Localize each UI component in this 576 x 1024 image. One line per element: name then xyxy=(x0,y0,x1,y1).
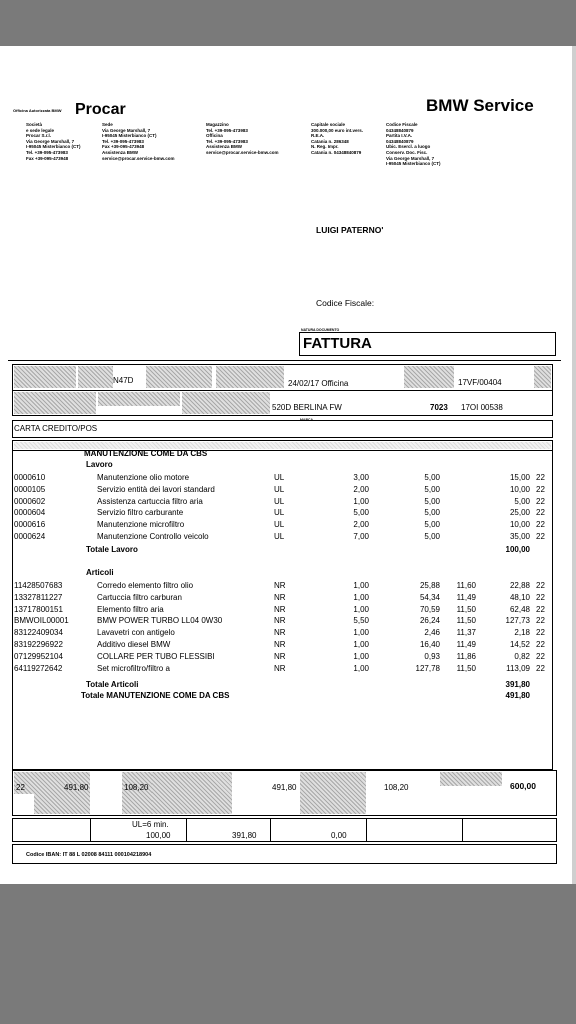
header-col5-line: Conserv. Doc. Fisc. xyxy=(386,149,428,155)
rule xyxy=(186,818,187,842)
cell-qty: 1,00 xyxy=(353,604,369,614)
header-col5-line: 04348840879 xyxy=(386,138,414,144)
cell-code: 64119272642 xyxy=(14,663,63,673)
header-col1-line: Società xyxy=(26,122,43,127)
header-col3-line: service@procar.service-bmw.com xyxy=(206,149,279,155)
breakdown-box xyxy=(12,818,557,842)
cell-amount: 15,00 xyxy=(509,473,530,482)
cell-iva: 22 xyxy=(536,604,545,614)
payment-small-label: MARCA xyxy=(300,418,314,422)
cell-desc: Cartuccia filtro carburan xyxy=(97,592,182,602)
cell-um: NR xyxy=(274,604,286,614)
warehouse-info xyxy=(206,122,279,156)
cell-um: UL xyxy=(274,532,285,541)
capital-info xyxy=(311,122,363,156)
cell-price: 5,00 xyxy=(424,496,440,506)
cell-um: NR xyxy=(274,640,286,649)
column-headers-illegible xyxy=(14,442,551,449)
cell-code: 13327811227 xyxy=(14,592,63,602)
cell-code: 13717800151 xyxy=(14,604,63,614)
date-department: 24/02/17 Officina xyxy=(288,379,349,388)
redacted-field xyxy=(440,772,502,786)
vat-code: 22 xyxy=(16,783,25,792)
table-row xyxy=(14,651,554,662)
table-row xyxy=(14,592,554,603)
redacted-field xyxy=(216,366,284,388)
document-total: 600,00 xyxy=(510,781,536,791)
doc-type-label: NATURA DOCUMENTO xyxy=(301,328,340,332)
company-info xyxy=(26,122,81,161)
cell-desc: Lavavetri con antigelo xyxy=(97,628,175,638)
parts-value: 391,80 xyxy=(232,831,257,840)
cell-qty: 1,00 xyxy=(353,651,369,661)
cell-qty: 1,00 xyxy=(353,663,369,673)
cell-desc: Corredo elemento filtro olio xyxy=(97,581,194,590)
table-row xyxy=(14,484,554,495)
cell-qty: 1,00 xyxy=(353,496,369,506)
document-type: FATTURA xyxy=(303,335,372,352)
grand-total-value: 491,80 xyxy=(505,691,530,700)
rule xyxy=(270,818,271,842)
cell-price: 16,40 xyxy=(419,640,440,649)
cell-desc: Servizio filtro carburante xyxy=(97,508,184,518)
cell-qty: 5,50 xyxy=(353,616,369,626)
labor-total-value: 100,00 xyxy=(505,545,530,554)
cell-iva: 22 xyxy=(536,508,545,518)
cell-qty: 1,00 xyxy=(353,640,369,649)
redacted-field xyxy=(34,772,90,814)
header-col2-line: I-95045 Misterbianco (CT) xyxy=(102,133,157,139)
cell-um: NR xyxy=(274,651,286,661)
header-col5-line: Partita I.V.A. xyxy=(386,133,413,139)
cell-code: BMWOIL00001 xyxy=(14,616,69,626)
cell-desc: Set microfiltro/filtro a xyxy=(97,663,170,673)
header-col2-line: Fax +39-095-473948 xyxy=(102,144,145,150)
redacted-field xyxy=(78,366,113,388)
cell-iva: 22 xyxy=(536,640,545,649)
cell-disc: 11,50 xyxy=(456,604,476,614)
cell-disc: 11,86 xyxy=(456,651,476,661)
header-col5-line: Codice Fiscale xyxy=(386,122,418,127)
invoice-number: 17VF/00404 xyxy=(458,378,502,387)
parts-total-row xyxy=(14,679,554,690)
cell-um: NR xyxy=(274,628,286,638)
cell-iva: 22 xyxy=(536,532,545,541)
cell-disc: 11,49 xyxy=(456,592,476,602)
cell-amount: 10,00 xyxy=(509,484,530,494)
cell-iva: 22 xyxy=(536,581,545,590)
cell-amount: 127,73 xyxy=(505,616,530,626)
section-title: MANUTENZIONE COME DA CBS xyxy=(84,449,208,458)
cell-um: NR xyxy=(274,616,286,626)
table-row xyxy=(14,496,554,507)
redacted-field xyxy=(182,392,270,414)
cell-qty: 3,00 xyxy=(353,473,369,482)
cell-um: NR xyxy=(274,592,286,602)
cell-amount: 0,82 xyxy=(514,651,530,661)
vehicle-code: N47D xyxy=(113,376,134,385)
header-col3-line: Magazzino xyxy=(206,122,229,127)
total-vat: 108,20 xyxy=(384,783,409,792)
labor-title: Lavoro xyxy=(86,460,113,469)
redacted-field xyxy=(152,772,232,814)
company-logo: Procar xyxy=(75,101,126,118)
cell-iva: 22 xyxy=(536,651,545,661)
table-row xyxy=(14,604,554,615)
cell-desc: COLLARE PER TUBO FLESSIBI xyxy=(97,651,215,661)
grand-total-label: Totale MANUTENZIONE COME DA CBS xyxy=(81,691,230,700)
cell-price: 0,93 xyxy=(424,651,440,661)
labor-value: 100,00 xyxy=(146,831,171,840)
cell-qty: 1,00 xyxy=(353,592,369,602)
cell-qty: 5,00 xyxy=(353,508,369,518)
cell-amount: 113,09 xyxy=(506,663,530,673)
parts-title: Articoli xyxy=(86,568,114,577)
table-row xyxy=(14,472,554,483)
cell-price: 127,78 xyxy=(415,663,440,673)
site-info xyxy=(102,122,175,161)
redacted-field xyxy=(300,772,366,814)
cell-amount: 22,88 xyxy=(509,581,530,590)
header-col4-line: Catania n. 286348 xyxy=(311,138,349,144)
redacted-field xyxy=(534,366,551,388)
header-col2-line: service@procar.service-bmw.com xyxy=(102,155,175,161)
cell-disc: 11,50 xyxy=(456,663,476,673)
header-col3-line: Tel. +39-095-473983 xyxy=(206,127,248,133)
labor-total-row xyxy=(14,544,554,555)
cell-code: 0000105 xyxy=(14,484,46,494)
table-row xyxy=(14,627,554,638)
cell-price: 5,00 xyxy=(424,473,440,482)
vat-amount: 108,20 xyxy=(124,783,149,792)
redacted-field xyxy=(122,772,152,814)
table-row xyxy=(14,615,554,626)
header-col2-line: Tel. +39-095-473983 xyxy=(102,138,144,144)
cell-um: NR xyxy=(274,581,286,590)
cell-um: UL xyxy=(274,484,285,494)
cell-price: 70,59 xyxy=(419,604,440,614)
table-row xyxy=(14,663,554,674)
rule xyxy=(8,360,561,361)
authorized-workshop-label: Officina Autorizzata BMW xyxy=(13,108,62,113)
payment-method: CARTA CREDITO/POS xyxy=(14,424,98,433)
cell-desc: Assistenza cartuccia filtro aria xyxy=(97,496,203,506)
rule xyxy=(366,818,367,842)
header-col2-line: Sede xyxy=(102,122,113,127)
redacted-field xyxy=(14,366,76,388)
cell-code: 11428507683 xyxy=(14,581,63,590)
cell-iva: 22 xyxy=(536,520,545,530)
cell-desc: BMW POWER TURBO LL04 0W30 xyxy=(97,616,223,626)
cell-desc: Manutenzione olio motore xyxy=(97,473,190,482)
cell-amount: 62,48 xyxy=(509,604,530,614)
header-col3-line: Assistenza BMW xyxy=(206,144,243,150)
table-row xyxy=(14,507,554,518)
cell-iva: 22 xyxy=(536,473,545,482)
cell-amount: 48,10 xyxy=(509,592,530,602)
table-row xyxy=(14,519,554,530)
cell-code: 0000616 xyxy=(14,520,46,530)
cell-desc: Additivo diesel BMW xyxy=(97,640,171,649)
header-col4-line: Capitale sociale xyxy=(311,122,346,127)
rule xyxy=(90,818,91,842)
cell-amount: 35,00 xyxy=(509,532,530,541)
cell-iva: 22 xyxy=(536,628,545,638)
fiscal-info xyxy=(386,122,441,167)
cell-disc: 11,50 xyxy=(456,616,476,626)
customer-name: LUIGI PATERNO' xyxy=(316,225,384,235)
iban: Codice IBAN: IT 88 L 02008 84111 000104218904 xyxy=(26,852,152,858)
cell-amount: 25,00 xyxy=(509,508,530,518)
cell-desc: Servizio entità dei lavori standard xyxy=(97,484,215,494)
cell-um: UL xyxy=(274,496,285,506)
rule xyxy=(462,818,463,842)
grand-total-row xyxy=(14,690,554,701)
cell-qty: 2,00 xyxy=(353,484,369,494)
header-col5-line: 04348840879 xyxy=(386,127,414,133)
header-col5-line: Ubic. Esercl. a luogo xyxy=(386,144,431,150)
header-col2-line: Via George Marshall, 7 xyxy=(102,127,151,133)
header-col1-line: e sede legale xyxy=(26,127,55,133)
header-col2-line: Assistenza BMW xyxy=(102,149,139,155)
header-col1-line: Tel. +39-095-473983 xyxy=(26,149,68,155)
cell-um: NR xyxy=(274,663,286,673)
order-number: 17OI 00538 xyxy=(461,403,503,412)
cell-iva: 22 xyxy=(536,616,545,626)
page-edge xyxy=(572,46,576,884)
cell-code: 0000604 xyxy=(14,508,46,518)
table-row xyxy=(14,531,554,542)
cell-desc: Elemento filtro aria xyxy=(97,604,164,614)
cell-price: 5,00 xyxy=(424,484,440,494)
cell-price: 54,34 xyxy=(419,592,440,602)
total-taxable: 491,80 xyxy=(272,783,297,792)
cell-amount: 14,52 xyxy=(509,640,530,649)
cell-iva: 22 xyxy=(536,484,545,494)
cell-iva: 22 xyxy=(536,496,545,506)
header-col1-line: Fax +39-095-473948 xyxy=(26,155,69,161)
vehicle-model: 520D BERLINA FW xyxy=(272,403,342,412)
cell-code: 0000624 xyxy=(14,532,46,541)
cell-amount: 5,00 xyxy=(514,496,530,506)
labor-unit-note: UL=6 min. xyxy=(132,820,169,829)
cell-um: UL xyxy=(274,508,285,518)
cell-qty: 2,00 xyxy=(353,520,369,530)
redacted-field xyxy=(14,392,96,414)
cell-code: 0000610 xyxy=(14,473,46,482)
cell-um: UL xyxy=(274,520,285,530)
redacted-field xyxy=(98,392,180,406)
header-col3-line: Tel. +39-095-473983 xyxy=(206,138,248,144)
cell-code: 83122409034 xyxy=(14,628,63,638)
cell-disc: 11,60 xyxy=(456,581,476,590)
header-col1-line: Via George Marshall, 7 xyxy=(26,138,75,144)
brand-logo: BMW Service xyxy=(426,96,534,115)
cell-qty: 1,00 xyxy=(353,581,369,590)
header-col4-line: R.E.A. xyxy=(311,133,325,139)
header-col4-line: Catania n. 04348840879 xyxy=(311,149,362,155)
cell-um: UL xyxy=(274,473,285,482)
fiscal-code-label: Codice Fiscale: xyxy=(316,298,375,308)
cell-iva: 22 xyxy=(536,663,545,673)
cell-price: 5,00 xyxy=(424,508,440,518)
redacted-field xyxy=(146,366,212,388)
cell-disc: 11,49 xyxy=(456,640,476,649)
cell-price: 5,00 xyxy=(424,532,440,541)
header-col3-line: Officina xyxy=(206,133,223,139)
cell-code: 07129952104 xyxy=(14,651,63,661)
taxable-amount: 491,80 xyxy=(64,783,89,792)
table-row xyxy=(14,580,554,591)
cell-price: 25,88 xyxy=(419,581,440,590)
cell-code: 83192296922 xyxy=(14,640,63,649)
table-row xyxy=(14,639,554,650)
redacted-field xyxy=(404,366,454,388)
cell-qty: 7,00 xyxy=(353,532,369,541)
header-col4-line: 300.000,00 euro int.vers. xyxy=(311,127,364,133)
cell-price: 2,46 xyxy=(424,628,440,638)
cell-desc: Manutenzione microfiltro xyxy=(97,520,185,530)
header-col5-line: Via George Marshall, 7 xyxy=(386,155,435,161)
header-col4-line: N. Reg. Impr. xyxy=(311,144,339,150)
header-col1-line: Procar S.r.l. xyxy=(26,133,52,139)
cell-desc: Manutenzione Controllo veicolo xyxy=(97,532,209,541)
header-col1-line: I-95045 Misterbianco (CT) xyxy=(26,144,81,150)
other-value: 0,00 xyxy=(331,831,347,840)
cell-qty: 1,00 xyxy=(353,628,369,638)
mileage: 7023 xyxy=(430,403,448,412)
cell-price: 26,24 xyxy=(419,616,440,626)
rule xyxy=(12,390,553,391)
cell-amount: 10,00 xyxy=(509,520,530,530)
cell-code: 0000602 xyxy=(14,496,46,506)
parts-total-label: Totale Articoli xyxy=(86,680,139,689)
cell-disc: 11,37 xyxy=(456,628,476,638)
header-col5-line: I-95045 Misterbianco (CT) xyxy=(386,161,441,167)
cell-iva: 22 xyxy=(536,592,545,602)
cell-price: 5,00 xyxy=(424,520,440,530)
cell-amount: 2,18 xyxy=(514,628,530,638)
labor-total-label: Totale Lavoro xyxy=(86,545,138,554)
parts-total-value: 391,80 xyxy=(505,680,530,689)
